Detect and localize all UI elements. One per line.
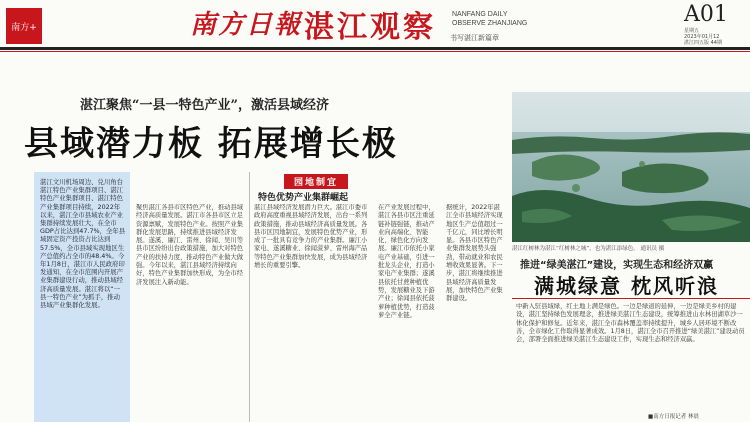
mangrove-photo-art bbox=[512, 92, 750, 242]
page-number: A​01 bbox=[684, 2, 728, 27]
section-tag: 园地制宜 bbox=[284, 174, 348, 189]
intro-text: 湛江文川机场周边、兑川角台湛江特色产业集群项目、湛江特色产业集群项目、湛江特色产业集群项目持续，2022年以来，湛江全市县域农业产业集群持续发展壮大，在全市GDP占比达到47.7%，全年县域固定资产投资占比达到57.5%，全市县域实现地区生产总值约占全市的48.4%。今年1月8日，湛江市人民政府印发通知，在全市范围内开展产业集群建设行动，推动县域经济高质量发展。湛江将以“一县一特色产业”为抓手，推动县域产业集群化发展。 bbox=[40, 178, 126, 310]
article-column-3: 在产业发展过程中，湛江各县市区注重延链补链强链，推动产业向高端化、智能化、绿色化方向发展。廉江市依托小家电产业基础，引进一批龙头企业，打造小家电产业集群；遂溪县依托甘蔗种植优势，发展糖业及下游产业；徐闻县依托菠萝种植优势，打造菠萝全产业链。 bbox=[378, 204, 435, 319]
right-story-body: 中新入驻县域绿，红土地上满是绿色。一边是绿道的延伸，一边是绿美乡村的建设，湛江坚持绿色发展理念，推进绿美湛江生态建设，统筹推进山水林田湖草沙一体化保护和修复。近年来，湛江全市森林覆盖率持续提升，城乡人居环境不断改善，全市绿化工作取得显著成效。1月8日，湛江全市召开推进“绿美湛江”建设动员会，部署全面推进绿美湛江生态建设工作，实现生态和经济双赢。 bbox=[516, 303, 745, 344]
article-column-4: 据统计，2022年湛江全市县域经济实现地区生产总值超过一千亿元，同比增长明显。各县市区特色产业集群发展势头强劲，带动就业和农民增收效果显著。下一步，湛江将继续推进县域经济高质量发展，加快特色产业集群建设。 bbox=[446, 204, 503, 303]
right-story-byline: ■南方日报记者 林晨 bbox=[648, 414, 699, 420]
english-line-1: NANFANG DAILY bbox=[452, 11, 508, 18]
right-story-kicker: 推进“绿美湛江”建设，实现生态和经济双赢 bbox=[520, 260, 714, 271]
right-story-rule bbox=[512, 298, 750, 299]
article-column-1: 聚焦湛江各县市区特色产业，推动县域经济高质量发展。湛江市各县市区立足资源禀赋，发展特色产业。按照产业集群化发展思路，持续推进县域经济发展。遂溪、廉江、雷州、徐闻、吴川等县市区纷纷出台政策措施，加大对特色产业的扶持力度，推动特色产业做大做强。今年以来，湛江县域经济持续向好，特色产业集群加快形成，为全市经济发展注入新动能。 bbox=[136, 204, 244, 286]
masthead-rule bbox=[0, 47, 750, 50]
mangrove-photo bbox=[512, 92, 750, 242]
english-line-2: OBSERVE ZHANJIANG bbox=[452, 20, 528, 27]
issue-meta bbox=[684, 28, 722, 46]
newspaper-brand: 南方日報 bbox=[190, 10, 303, 40]
nanfang-plus-logo: 南方+ bbox=[6, 8, 42, 44]
right-story-headline: 满城绿意 枕风听浪 bbox=[534, 274, 719, 298]
english-subtitle bbox=[452, 10, 527, 28]
article-subhead: 特色优势产业集群崛起 bbox=[258, 193, 349, 203]
column-divider bbox=[249, 172, 250, 422]
lead-headline: 县域潜力板 拓展增长极 bbox=[24, 124, 398, 164]
issue-weekday: 星期五 bbox=[684, 28, 700, 34]
issue-edition: 湛江四五版 44期 bbox=[684, 40, 722, 46]
photo-caption: 湛江红树林为湛江“红树林之城”，也为湛江添绿色。 通讯员 摄 bbox=[512, 246, 665, 252]
lead-kicker: 湛江聚焦“一县一特色产业”，激活县域经济 bbox=[80, 98, 329, 113]
section-title: 湛江观察 bbox=[304, 10, 436, 45]
issue-date: 2023年01月12 bbox=[684, 34, 720, 40]
masthead-accent-rule bbox=[0, 51, 750, 52]
article-column-2: 湛江县域经济发展潜力巨大。湛江市委市政府高度重视县域经济发展，出台一系列政策措施，推动县域经济高质量发展。各县市区因地制宜，发展特色优势产业，形成了一批具有竞争力的产业集群。廉江小家电、遂溪糖业、徐闻菠萝、雷州海产品等特色产业集群加快发展，成为县域经济增长的重要引擎。 bbox=[254, 204, 368, 270]
chinese-tagline: 书写湛江新篇章 bbox=[450, 34, 499, 42]
